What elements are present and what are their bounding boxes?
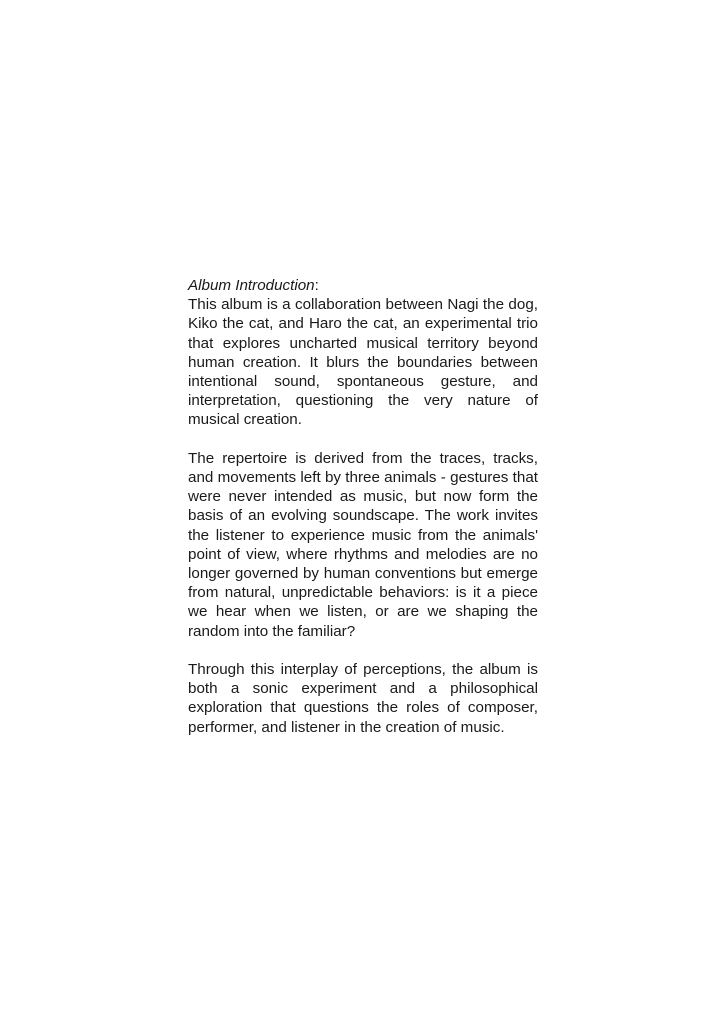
heading [188, 276, 538, 295]
paragraph-1: This album is a collaboration between Nagi the dog, Kiko the cat, and Haro the cat, an experimental trio that explores uncharted musical territory beyond human creation. It blurs the boundaries between intentional sound, spontaneous gesture, and interpretation, questioning the very nature of musical creation. [188, 296, 538, 429]
album-introduction [188, 276, 538, 737]
heading-colon: : [314, 277, 319, 294]
heading-title: Album Introduction [188, 277, 315, 294]
paragraph-3: Through this interplay of perceptions, the album is both a sonic experiment and a philosophical exploration that questions the roles of composer, performer, and listener in the creation of music. [188, 661, 538, 736]
paragraph-2: The repertoire is derived from the traces, tracks, and movements left by three animals - gestures that were never intended as music, but now form the basis of an evolving soundscape. The work invites the listener to experience music from the animals' point of view, where rhythms and melodies are no longer governed by human conventions but emerge from natural, unpredictable behaviors: is it a piece we hear when we listen, or are we shaping the random into the familiar? [188, 449, 538, 640]
